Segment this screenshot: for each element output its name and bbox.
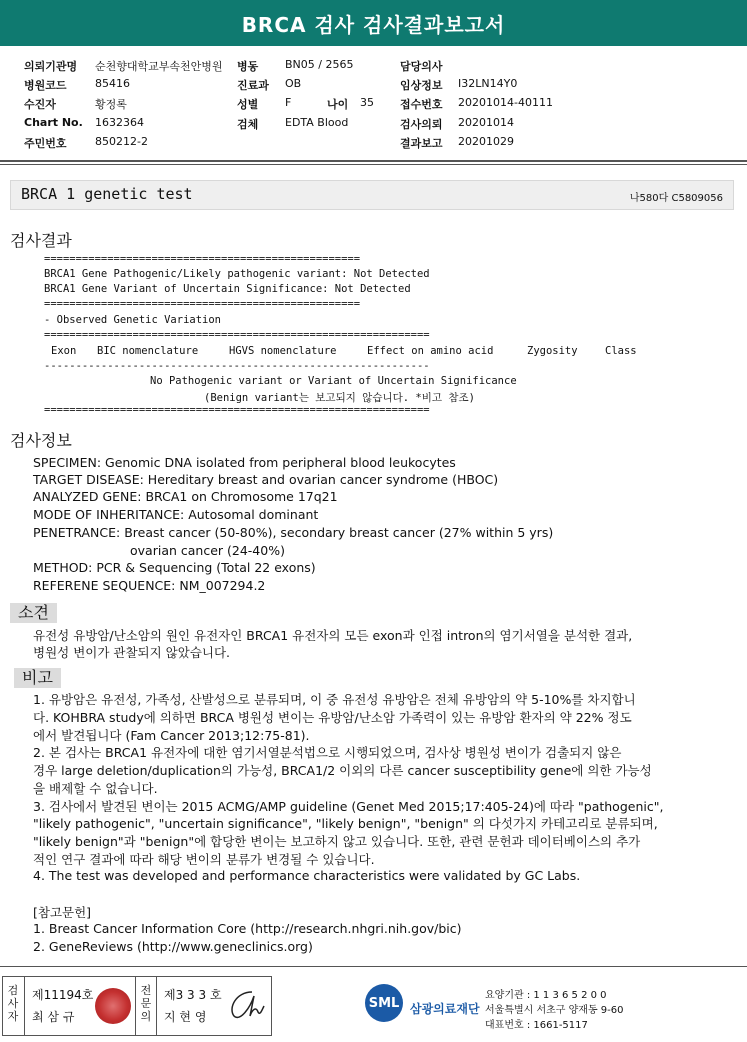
finding-line: 유전성 유방암/난소암의 원인 유전자인 BRCA1 유전자의 모든 exon과 인접 intron의 염기서열을 분석한 결과, bbox=[33, 628, 633, 643]
org-code: 요양기관 : 1 1 3 6 5 2 0 0 bbox=[485, 990, 607, 1001]
request-date-value: 20201014 bbox=[458, 116, 514, 129]
info-section-title: 검사정보 bbox=[10, 431, 72, 450]
clinical-info-value: I32LN14Y0 bbox=[458, 77, 518, 90]
age-label: 나이 bbox=[327, 98, 349, 111]
benign-note: (Benign variant는 보고되지 않습니다. *비고 참조) bbox=[204, 392, 475, 404]
age-value: 35 bbox=[360, 96, 374, 109]
institution-label: 의뢰기관명 bbox=[24, 60, 78, 73]
report-title: BRCA 검사 검사결과보고서 bbox=[0, 0, 747, 46]
request-date-label: 검사의뢰 bbox=[400, 118, 443, 131]
info-line: TARGET DISEASE: Hereditary breast and ovarian cancer syndrome (HBOC) bbox=[33, 472, 499, 487]
info-line: PENETRANCE: Breast cancer (50-80%), secondary breast cancer (27% within 5 yrs) bbox=[33, 525, 554, 540]
sml-logo-icon: SML bbox=[365, 984, 403, 1022]
remark-line: 1. 유방암은 유전성, 가족성, 산발성으로 분류되며, 이 중 유전성 유방암은 전체 유방암의 약 5-10%를 차지합니 bbox=[33, 692, 636, 707]
tester-label: 검사자 bbox=[7, 984, 19, 1023]
ward-value: BN05 / 2565 bbox=[285, 58, 354, 71]
header-divider-thin bbox=[0, 164, 747, 165]
patient-value: 황정록 bbox=[95, 98, 127, 111]
result-line: BRCA1 Gene Pathogenic/Likely pathogenic variant: Not Detected bbox=[44, 268, 430, 280]
receipt-no-value: 20201014-40111 bbox=[458, 96, 553, 109]
test-name: BRCA 1 genetic test bbox=[21, 185, 193, 203]
report-date-label: 결과보고 bbox=[400, 137, 443, 150]
col-exon: Exon bbox=[51, 345, 77, 357]
report-date-value: 20201029 bbox=[458, 135, 514, 148]
org-address: 서울특별시 서초구 양재동 9-60 bbox=[485, 1005, 624, 1016]
reviewer-name: 지 현 영 bbox=[164, 1010, 207, 1024]
result-line: BRCA1 Gene Variant of Uncertain Significance: Not Detected bbox=[44, 283, 411, 295]
info-line: REFERENE SEQUENCE: NM_007294.2 bbox=[33, 578, 266, 593]
result-rule: ============================================================= bbox=[44, 329, 430, 341]
footer-divider bbox=[0, 966, 747, 967]
col-zygosity: Zygosity bbox=[527, 345, 578, 357]
seal-stamp bbox=[95, 988, 131, 1024]
clinical-info-label: 임상정보 bbox=[400, 79, 443, 92]
report-header bbox=[0, 50, 747, 154]
header-divider bbox=[0, 160, 747, 162]
resident-no-value: 850212-2 bbox=[95, 135, 148, 148]
info-line: MODE OF INHERITANCE: Autosomal dominant bbox=[33, 507, 319, 522]
org-phone: 대표번호 : 1661-5117 bbox=[485, 1020, 588, 1031]
tester-license: 제11194호 bbox=[32, 988, 94, 1002]
col-bic: BIC nomenclature bbox=[97, 345, 199, 357]
result-section-title: 검사결과 bbox=[10, 231, 72, 250]
tester-name: 최 삼 규 bbox=[32, 1010, 75, 1024]
signature-divider bbox=[156, 976, 157, 1036]
remark-line: 2. 본 검사는 BRCA1 유전자에 대한 염기서열분석법으로 시행되었으며, 검사상 병원성 변이가 검출되지 않은 bbox=[33, 745, 622, 760]
signature-divider bbox=[24, 976, 25, 1036]
info-line: ANALYZED GENE: BRCA1 on Chromosome 17q21 bbox=[33, 489, 338, 504]
info-line: SPECIMEN: Genomic DNA isolated from peripheral blood leukocytes bbox=[33, 455, 456, 470]
patient-label: 수진자 bbox=[24, 98, 56, 111]
test-name-bar bbox=[10, 180, 734, 210]
finding-section-title: 소견 bbox=[10, 603, 57, 623]
dept-label: 진료과 bbox=[237, 79, 269, 92]
dept-value: OB bbox=[285, 77, 302, 90]
info-line: METHOD: PCR & Sequencing (Total 22 exons) bbox=[33, 560, 316, 575]
receipt-no-label: 접수번호 bbox=[400, 98, 443, 111]
signature-divider bbox=[135, 976, 136, 1036]
test-code: 나580다 C5809056 bbox=[629, 193, 723, 204]
reviewer-label: 전문의 bbox=[140, 984, 152, 1023]
result-rule: ============================================================= bbox=[44, 404, 430, 416]
remark-line: 에서 발견됩니다 (Fam Cancer 2013;12:75-81). bbox=[33, 728, 310, 743]
remark-line: 경우 large deletion/duplication의 가능성, BRCA1/2 이외의 다른 cancer susceptibility gene에 의한 가능성 bbox=[33, 763, 652, 778]
specimen-label: 검체 bbox=[237, 118, 259, 131]
hospital-code-label: 병원코드 bbox=[24, 79, 67, 92]
chart-no-label: Chart No. bbox=[24, 116, 83, 129]
sex-value: F bbox=[285, 96, 292, 109]
col-hgvs: HGVS nomenclature bbox=[229, 345, 337, 357]
remark-line: "likely benign"과 "benign"에 합당한 변이는 보고하지 않고 있습니다. 또한, 관련 문헌과 데이터베이스의 추가 bbox=[33, 834, 641, 849]
remark-line: "likely pathogenic", "uncertain significance", "likely benign", "benign" 의 다섯가지 카테고리로 분류되며, bbox=[33, 816, 658, 831]
remarks-section-title: 비고 bbox=[14, 668, 61, 688]
reviewer-license: 제3 3 3 호 bbox=[164, 988, 222, 1002]
hospital-code-value: 85416 bbox=[95, 77, 130, 90]
institution-value: 순천향대학교부속천안병원 bbox=[95, 60, 223, 73]
remark-line: 3. 검사에서 발견된 변이는 2015 ACMG/AMP guideline (Genet Med 2015;17:405-24)에 따라 "pathogenic", bbox=[33, 799, 664, 814]
signature-scribble bbox=[222, 986, 266, 1022]
reference-item: 2. GeneReviews (http://www.geneclinics.org) bbox=[33, 939, 313, 954]
resident-no-label: 주민번호 bbox=[24, 137, 67, 150]
specimen-value: EDTA Blood bbox=[285, 116, 349, 129]
col-class: Class bbox=[605, 345, 637, 357]
sex-label: 성별 bbox=[237, 98, 259, 111]
org-name: 삼광의료재단 bbox=[410, 1002, 480, 1016]
remark-line: 4. The test was developed and performance characteristics were validated by GC Labs. bbox=[33, 868, 581, 883]
result-rule-dashed: ------------------------------------------------------------- bbox=[44, 360, 430, 372]
chart-no-value: 1632364 bbox=[95, 116, 144, 129]
references-title: [참고문헌] bbox=[33, 905, 92, 920]
result-rule: ================================================== bbox=[44, 253, 361, 265]
remark-line: 을 배제할 수 없습니다. bbox=[33, 781, 158, 796]
col-effect: Effect on amino acid bbox=[367, 345, 494, 357]
reference-item: 1. Breast Cancer Information Core (http://research.nhgri.nih.gov/bic) bbox=[33, 921, 462, 936]
footer bbox=[0, 972, 747, 1038]
remark-line: 적인 연구 결과에 따라 해당 변이의 분류가 변경될 수 있습니다. bbox=[33, 852, 375, 867]
doctor-label: 담당의사 bbox=[400, 60, 443, 73]
ward-label: 병동 bbox=[237, 60, 259, 73]
remark-line: 다. KOHBRA study에 의하면 BRCA 병원성 변이는 유방암/난소암 가족력이 있는 유방암 환자의 약 22% 정도 bbox=[33, 710, 632, 725]
result-rule: ================================================== bbox=[44, 298, 361, 310]
info-line: ovarian cancer (24-40%) bbox=[130, 543, 285, 558]
finding-line: 병원성 변이가 관찰되지 않았습니다. bbox=[33, 645, 231, 660]
no-variant-text: No Pathogenic variant or Variant of Uncertain Significance bbox=[150, 375, 517, 387]
observed-variation-label: - Observed Genetic Variation bbox=[44, 314, 222, 326]
